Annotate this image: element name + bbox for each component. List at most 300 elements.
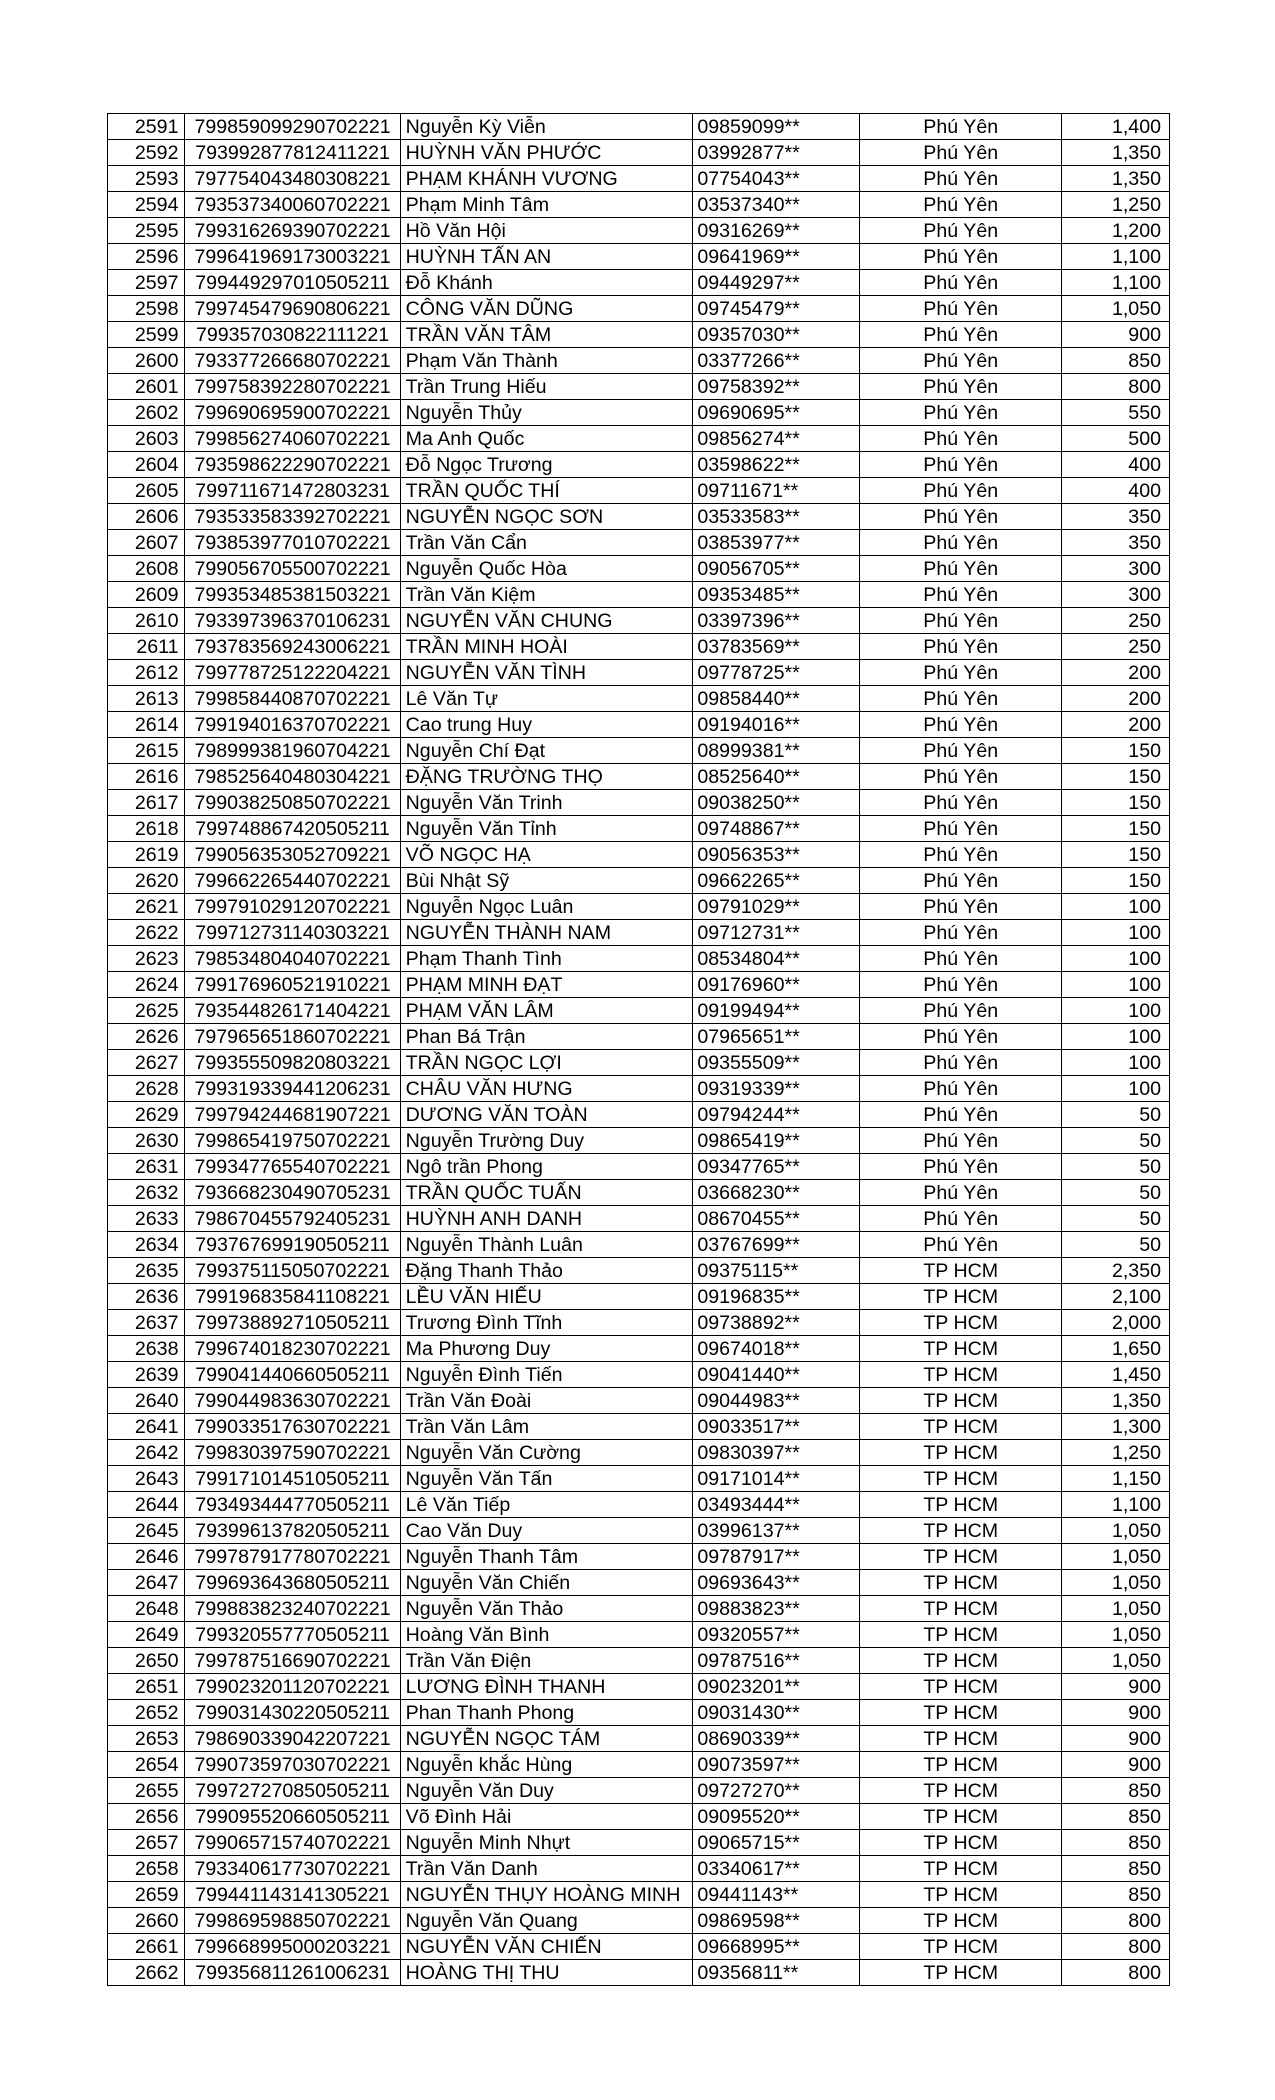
province-cell: TP HCM xyxy=(860,1752,1062,1778)
phone-number-cell: 09176960** xyxy=(693,972,860,998)
row-number-cell: 2654 xyxy=(108,1752,185,1778)
amount-cell: 150 xyxy=(1062,764,1170,790)
amount-cell: 1,050 xyxy=(1062,1622,1170,1648)
table-row xyxy=(108,816,1170,842)
table-row xyxy=(108,1622,1170,1648)
table-row xyxy=(108,218,1170,244)
row-number-cell: 2651 xyxy=(108,1674,185,1700)
amount-cell: 900 xyxy=(1062,1726,1170,1752)
amount-cell: 900 xyxy=(1062,1700,1170,1726)
phone-number-cell: 09316269** xyxy=(693,218,860,244)
phone-number-cell: 03377266** xyxy=(693,348,860,374)
phone-number-cell: 09712731** xyxy=(693,920,860,946)
amount-cell: 350 xyxy=(1062,504,1170,530)
amount-cell: 1,250 xyxy=(1062,1440,1170,1466)
full-name-cell: Võ Đình Hải xyxy=(400,1804,693,1830)
row-number-cell: 2609 xyxy=(108,582,185,608)
account-number-cell: 799038250850702221 xyxy=(185,790,400,816)
row-number-cell: 2642 xyxy=(108,1440,185,1466)
phone-number-cell: 09320557** xyxy=(693,1622,860,1648)
province-cell: Phú Yên xyxy=(860,1024,1062,1050)
full-name-cell: PHẠM MINH ĐẠT xyxy=(400,972,693,998)
phone-number-cell: 03598622** xyxy=(693,452,860,478)
table-row xyxy=(108,894,1170,920)
account-number-cell: 798690339042207221 xyxy=(185,1726,400,1752)
province-cell: TP HCM xyxy=(860,1466,1062,1492)
account-number-cell: 799319339441206231 xyxy=(185,1076,400,1102)
table-row xyxy=(108,608,1170,634)
province-cell: TP HCM xyxy=(860,1310,1062,1336)
amount-cell: 1,350 xyxy=(1062,166,1170,192)
full-name-cell: CHÂU VĂN HƯNG xyxy=(400,1076,693,1102)
full-name-cell: TRẦN NGỌC LỢI xyxy=(400,1050,693,1076)
province-cell: Phú Yên xyxy=(860,686,1062,712)
amount-cell: 300 xyxy=(1062,556,1170,582)
account-number-cell: 797965651860702221 xyxy=(185,1024,400,1050)
amount-cell: 500 xyxy=(1062,426,1170,452)
amount-cell: 200 xyxy=(1062,712,1170,738)
row-number-cell: 2644 xyxy=(108,1492,185,1518)
province-cell: Phú Yên xyxy=(860,270,1062,296)
account-number-cell: 799356811261006231 xyxy=(185,1960,400,1986)
phone-number-cell: 09033517** xyxy=(693,1414,860,1440)
phone-number-cell: 03992877** xyxy=(693,140,860,166)
full-name-cell: Phan Bá Trận xyxy=(400,1024,693,1050)
row-number-cell: 2607 xyxy=(108,530,185,556)
full-name-cell: Nguyễn Thủy xyxy=(400,400,693,426)
full-name-cell: HOÀNG THỊ THU xyxy=(400,1960,693,1986)
table-row xyxy=(108,712,1170,738)
phone-number-cell: 09038250** xyxy=(693,790,860,816)
table-row xyxy=(108,1674,1170,1700)
row-number-cell: 2656 xyxy=(108,1804,185,1830)
account-number-cell: 799745479690806221 xyxy=(185,296,400,322)
phone-number-cell: 09787516** xyxy=(693,1648,860,1674)
table-row xyxy=(108,1180,1170,1206)
phone-number-cell: 03397396** xyxy=(693,608,860,634)
row-number-cell: 2630 xyxy=(108,1128,185,1154)
table-row xyxy=(108,1232,1170,1258)
table-row xyxy=(108,166,1170,192)
province-cell: TP HCM xyxy=(860,1440,1062,1466)
full-name-cell: TRẦN QUỐC TUẤN xyxy=(400,1180,693,1206)
amount-cell: 850 xyxy=(1062,1830,1170,1856)
full-name-cell: Cao trung Huy xyxy=(400,712,693,738)
table-row xyxy=(108,374,1170,400)
province-cell: Phú Yên xyxy=(860,1232,1062,1258)
table-row xyxy=(108,1700,1170,1726)
full-name-cell: NGUYỄN THÀNH NAM xyxy=(400,920,693,946)
province-cell: TP HCM xyxy=(860,1414,1062,1440)
full-name-cell: LỀU VĂN HIẾU xyxy=(400,1284,693,1310)
amount-cell: 1,350 xyxy=(1062,140,1170,166)
account-number-cell: 799171014510505211 xyxy=(185,1466,400,1492)
account-number-cell: 793544826171404221 xyxy=(185,998,400,1024)
full-name-cell: Nguyễn Chí Đạt xyxy=(400,738,693,764)
amount-cell: 900 xyxy=(1062,1674,1170,1700)
amount-cell: 850 xyxy=(1062,1778,1170,1804)
full-name-cell: Ngô trần Phong xyxy=(400,1154,693,1180)
row-number-cell: 2629 xyxy=(108,1102,185,1128)
full-name-cell: Nguyễn Minh Nhựt xyxy=(400,1830,693,1856)
account-number-cell: 799196835841108221 xyxy=(185,1284,400,1310)
row-number-cell: 2606 xyxy=(108,504,185,530)
table-row xyxy=(108,1336,1170,1362)
province-cell: TP HCM xyxy=(860,1258,1062,1284)
table-row xyxy=(108,660,1170,686)
row-number-cell: 2596 xyxy=(108,244,185,270)
table-row xyxy=(108,244,1170,270)
province-cell: Phú Yên xyxy=(860,530,1062,556)
table-row xyxy=(108,322,1170,348)
phone-number-cell: 09199494** xyxy=(693,998,860,1024)
table-row xyxy=(108,790,1170,816)
province-cell: TP HCM xyxy=(860,1726,1062,1752)
row-number-cell: 2614 xyxy=(108,712,185,738)
account-number-cell: 799693643680505211 xyxy=(185,1570,400,1596)
phone-number-cell: 07965651** xyxy=(693,1024,860,1050)
phone-number-cell: 09778725** xyxy=(693,660,860,686)
phone-number-cell: 03783569** xyxy=(693,634,860,660)
phone-number-cell: 03767699** xyxy=(693,1232,860,1258)
province-cell: TP HCM xyxy=(860,1778,1062,1804)
amount-cell: 1,650 xyxy=(1062,1336,1170,1362)
table-row xyxy=(108,478,1170,504)
account-number-cell: 798670455792405231 xyxy=(185,1206,400,1232)
account-number-cell: 793668230490705231 xyxy=(185,1180,400,1206)
full-name-cell: PHẠM VĂN LÂM xyxy=(400,998,693,1024)
full-name-cell: Nguyễn Văn Quang xyxy=(400,1908,693,1934)
row-number-cell: 2591 xyxy=(108,114,185,140)
row-number-cell: 2599 xyxy=(108,322,185,348)
phone-number-cell: 09357030** xyxy=(693,322,860,348)
full-name-cell: Ma Anh Quốc xyxy=(400,426,693,452)
province-cell: TP HCM xyxy=(860,1700,1062,1726)
amount-cell: 50 xyxy=(1062,1102,1170,1128)
row-number-cell: 2619 xyxy=(108,842,185,868)
row-number-cell: 2640 xyxy=(108,1388,185,1414)
account-number-cell: 799787917780702221 xyxy=(185,1544,400,1570)
full-name-cell: Hồ Văn Hội xyxy=(400,218,693,244)
table-row xyxy=(108,1440,1170,1466)
full-name-cell: Nguyễn Văn Tỉnh xyxy=(400,816,693,842)
phone-number-cell: 09856274** xyxy=(693,426,860,452)
account-number-cell: 799033517630702221 xyxy=(185,1414,400,1440)
row-number-cell: 2645 xyxy=(108,1518,185,1544)
province-cell: Phú Yên xyxy=(860,660,1062,686)
province-cell: Phú Yên xyxy=(860,1128,1062,1154)
amount-cell: 50 xyxy=(1062,1180,1170,1206)
province-cell: TP HCM xyxy=(860,1544,1062,1570)
account-number-cell: 799357030822111221 xyxy=(185,322,400,348)
account-number-cell: 799641969173003221 xyxy=(185,244,400,270)
phone-number-cell: 09787917** xyxy=(693,1544,860,1570)
amount-cell: 150 xyxy=(1062,790,1170,816)
table-row xyxy=(108,296,1170,322)
row-number-cell: 2600 xyxy=(108,348,185,374)
full-name-cell: Phạm Văn Thành xyxy=(400,348,693,374)
account-number-cell: 799375115050702221 xyxy=(185,1258,400,1284)
row-number-cell: 2594 xyxy=(108,192,185,218)
full-name-cell: NGUYỄN VĂN CHIẾN xyxy=(400,1934,693,1960)
account-number-cell: 799748867420505211 xyxy=(185,816,400,842)
account-number-cell: 799869598850702221 xyxy=(185,1908,400,1934)
amount-cell: 150 xyxy=(1062,738,1170,764)
table-row xyxy=(108,426,1170,452)
amount-cell: 1,050 xyxy=(1062,1518,1170,1544)
province-cell: Phú Yên xyxy=(860,868,1062,894)
province-cell: Phú Yên xyxy=(860,894,1062,920)
table-row xyxy=(108,1102,1170,1128)
table-row xyxy=(108,998,1170,1024)
table-row xyxy=(108,452,1170,478)
row-number-cell: 2593 xyxy=(108,166,185,192)
full-name-cell: Nguyễn Văn Duy xyxy=(400,1778,693,1804)
province-cell: Phú Yên xyxy=(860,920,1062,946)
amount-cell: 250 xyxy=(1062,608,1170,634)
phone-number-cell: 09041440** xyxy=(693,1362,860,1388)
full-name-cell: NGUYỄN THỤY HOÀNG MINH xyxy=(400,1882,693,1908)
account-number-cell: 799758392280702221 xyxy=(185,374,400,400)
phone-number-cell: 08999381** xyxy=(693,738,860,764)
account-number-cell: 799449297010505211 xyxy=(185,270,400,296)
full-name-cell: Nguyễn Văn Trinh xyxy=(400,790,693,816)
phone-number-cell: 03996137** xyxy=(693,1518,860,1544)
table-row xyxy=(108,1310,1170,1336)
table-row xyxy=(108,1518,1170,1544)
table-row xyxy=(108,1934,1170,1960)
phone-number-cell: 09794244** xyxy=(693,1102,860,1128)
account-number-cell: 793493444770505211 xyxy=(185,1492,400,1518)
phone-number-cell: 09375115** xyxy=(693,1258,860,1284)
province-cell: TP HCM xyxy=(860,1882,1062,1908)
row-number-cell: 2634 xyxy=(108,1232,185,1258)
row-number-cell: 2632 xyxy=(108,1180,185,1206)
table-row xyxy=(108,920,1170,946)
account-number-cell: 793533583392702221 xyxy=(185,504,400,530)
phone-number-cell: 09745479** xyxy=(693,296,860,322)
province-cell: Phú Yên xyxy=(860,114,1062,140)
amount-cell: 2,350 xyxy=(1062,1258,1170,1284)
phone-number-cell: 09668995** xyxy=(693,1934,860,1960)
table-row xyxy=(108,1596,1170,1622)
table-body xyxy=(108,114,1170,1986)
amount-cell: 100 xyxy=(1062,1050,1170,1076)
row-number-cell: 2610 xyxy=(108,608,185,634)
account-number-cell: 793996137820505211 xyxy=(185,1518,400,1544)
full-name-cell: TRẦN MINH HOÀI xyxy=(400,634,693,660)
phone-number-cell: 09674018** xyxy=(693,1336,860,1362)
account-number-cell: 799778725122204221 xyxy=(185,660,400,686)
table-row xyxy=(108,1414,1170,1440)
province-cell: Phú Yên xyxy=(860,296,1062,322)
account-number-cell: 799353485381503221 xyxy=(185,582,400,608)
row-number-cell: 2616 xyxy=(108,764,185,790)
phone-number-cell: 09194016** xyxy=(693,712,860,738)
table-row xyxy=(108,1388,1170,1414)
amount-cell: 800 xyxy=(1062,1934,1170,1960)
phone-number-cell: 09031430** xyxy=(693,1700,860,1726)
amount-cell: 100 xyxy=(1062,1024,1170,1050)
table-row xyxy=(108,1206,1170,1232)
full-name-cell: Trần Văn Đoài xyxy=(400,1388,693,1414)
amount-cell: 150 xyxy=(1062,868,1170,894)
phone-number-cell: 09859099** xyxy=(693,114,860,140)
province-cell: Phú Yên xyxy=(860,556,1062,582)
row-number-cell: 2620 xyxy=(108,868,185,894)
table-row xyxy=(108,634,1170,660)
province-cell: Phú Yên xyxy=(860,140,1062,166)
phone-number-cell: 09791029** xyxy=(693,894,860,920)
row-number-cell: 2662 xyxy=(108,1960,185,1986)
full-name-cell: Phạm Minh Tâm xyxy=(400,192,693,218)
account-number-cell: 793598622290702221 xyxy=(185,452,400,478)
amount-cell: 1,100 xyxy=(1062,270,1170,296)
account-number-cell: 799794244681907221 xyxy=(185,1102,400,1128)
table-row xyxy=(108,582,1170,608)
phone-number-cell: 09355509** xyxy=(693,1050,860,1076)
account-number-cell: 799031430220505211 xyxy=(185,1700,400,1726)
account-number-cell: 793992877812411221 xyxy=(185,140,400,166)
amount-cell: 1,050 xyxy=(1062,1648,1170,1674)
full-name-cell: Đặng Thanh Thảo xyxy=(400,1258,693,1284)
row-number-cell: 2635 xyxy=(108,1258,185,1284)
table-row xyxy=(108,738,1170,764)
full-name-cell: ĐẶNG TRƯỜNG THỌ xyxy=(400,764,693,790)
phone-number-cell: 09095520** xyxy=(693,1804,860,1830)
account-number-cell: 798534804040702221 xyxy=(185,946,400,972)
phone-number-cell: 09353485** xyxy=(693,582,860,608)
table-row xyxy=(108,1492,1170,1518)
province-cell: Phú Yên xyxy=(860,972,1062,998)
amount-cell: 1,300 xyxy=(1062,1414,1170,1440)
full-name-cell: Hoàng Văn Bình xyxy=(400,1622,693,1648)
account-number-cell: 793537340060702221 xyxy=(185,192,400,218)
phone-number-cell: 09830397** xyxy=(693,1440,860,1466)
row-number-cell: 2603 xyxy=(108,426,185,452)
amount-cell: 1,050 xyxy=(1062,1544,1170,1570)
full-name-cell: Trần Trung Hiếu xyxy=(400,374,693,400)
table-row xyxy=(108,1752,1170,1778)
phone-number-cell: 08690339** xyxy=(693,1726,860,1752)
province-cell: Phú Yên xyxy=(860,998,1062,1024)
province-cell: Phú Yên xyxy=(860,322,1062,348)
amount-cell: 100 xyxy=(1062,1076,1170,1102)
account-number-cell: 799662265440702221 xyxy=(185,868,400,894)
account-number-cell: 793767699190505211 xyxy=(185,1232,400,1258)
row-number-cell: 2597 xyxy=(108,270,185,296)
province-cell: TP HCM xyxy=(860,1804,1062,1830)
phone-number-cell: 09056353** xyxy=(693,842,860,868)
full-name-cell: Lê Văn Tự xyxy=(400,686,693,712)
amount-cell: 100 xyxy=(1062,972,1170,998)
account-number-cell: 799441143141305221 xyxy=(185,1882,400,1908)
row-number-cell: 2633 xyxy=(108,1206,185,1232)
full-name-cell: TRẦN VĂN TÂM xyxy=(400,322,693,348)
amount-cell: 900 xyxy=(1062,322,1170,348)
row-number-cell: 2638 xyxy=(108,1336,185,1362)
province-cell: Phú Yên xyxy=(860,1180,1062,1206)
account-number-cell: 799830397590702221 xyxy=(185,1440,400,1466)
row-number-cell: 2631 xyxy=(108,1154,185,1180)
full-name-cell: Đỗ Ngọc Trương xyxy=(400,452,693,478)
province-cell: Phú Yên xyxy=(860,946,1062,972)
amount-cell: 850 xyxy=(1062,348,1170,374)
province-cell: Phú Yên xyxy=(860,764,1062,790)
data-table xyxy=(107,113,1170,1986)
account-number-cell: 793783569243006221 xyxy=(185,634,400,660)
phone-number-cell: 03853977** xyxy=(693,530,860,556)
row-number-cell: 2605 xyxy=(108,478,185,504)
row-number-cell: 2613 xyxy=(108,686,185,712)
account-number-cell: 799044983630702221 xyxy=(185,1388,400,1414)
province-cell: Phú Yên xyxy=(860,504,1062,530)
account-number-cell: 799865419750702221 xyxy=(185,1128,400,1154)
full-name-cell: Trần Văn Danh xyxy=(400,1856,693,1882)
full-name-cell: Nguyễn Ngọc Luân xyxy=(400,894,693,920)
province-cell: Phú Yên xyxy=(860,842,1062,868)
table-row xyxy=(108,530,1170,556)
province-cell: TP HCM xyxy=(860,1596,1062,1622)
full-name-cell: Nguyễn Văn Tấn xyxy=(400,1466,693,1492)
full-name-cell: Nguyễn Thanh Tâm xyxy=(400,1544,693,1570)
province-cell: Phú Yên xyxy=(860,608,1062,634)
phone-number-cell: 08534804** xyxy=(693,946,860,972)
amount-cell: 850 xyxy=(1062,1856,1170,1882)
phone-number-cell: 03533583** xyxy=(693,504,860,530)
amount-cell: 150 xyxy=(1062,816,1170,842)
phone-number-cell: 09758392** xyxy=(693,374,860,400)
row-number-cell: 2621 xyxy=(108,894,185,920)
row-number-cell: 2641 xyxy=(108,1414,185,1440)
full-name-cell: Trương Đình Tĩnh xyxy=(400,1310,693,1336)
account-number-cell: 799023201120702221 xyxy=(185,1674,400,1700)
row-number-cell: 2652 xyxy=(108,1700,185,1726)
table-row xyxy=(108,972,1170,998)
table-row xyxy=(108,1830,1170,1856)
amount-cell: 1,100 xyxy=(1062,244,1170,270)
table-row xyxy=(108,1050,1170,1076)
amount-cell: 50 xyxy=(1062,1128,1170,1154)
province-cell: TP HCM xyxy=(860,1284,1062,1310)
province-cell: Phú Yên xyxy=(860,712,1062,738)
amount-cell: 200 xyxy=(1062,686,1170,712)
full-name-cell: Nguyễn Thành Luân xyxy=(400,1232,693,1258)
province-cell: Phú Yên xyxy=(860,452,1062,478)
account-number-cell: 799095520660505211 xyxy=(185,1804,400,1830)
account-number-cell: 793397396370106231 xyxy=(185,608,400,634)
province-cell: TP HCM xyxy=(860,1362,1062,1388)
row-number-cell: 2636 xyxy=(108,1284,185,1310)
amount-cell: 100 xyxy=(1062,920,1170,946)
phone-number-cell: 09044983** xyxy=(693,1388,860,1414)
account-number-cell: 799347765540702221 xyxy=(185,1154,400,1180)
amount-cell: 50 xyxy=(1062,1154,1170,1180)
full-name-cell: Nguyễn Văn Chiến xyxy=(400,1570,693,1596)
table-row xyxy=(108,114,1170,140)
account-number-cell: 799041440660505211 xyxy=(185,1362,400,1388)
row-number-cell: 2650 xyxy=(108,1648,185,1674)
row-number-cell: 2653 xyxy=(108,1726,185,1752)
row-number-cell: 2655 xyxy=(108,1778,185,1804)
table-row xyxy=(108,1804,1170,1830)
account-number-cell: 799056353052709221 xyxy=(185,842,400,868)
account-number-cell: 799711671472803231 xyxy=(185,478,400,504)
table-row xyxy=(108,192,1170,218)
amount-cell: 1,100 xyxy=(1062,1492,1170,1518)
row-number-cell: 2608 xyxy=(108,556,185,582)
table-row xyxy=(108,1284,1170,1310)
